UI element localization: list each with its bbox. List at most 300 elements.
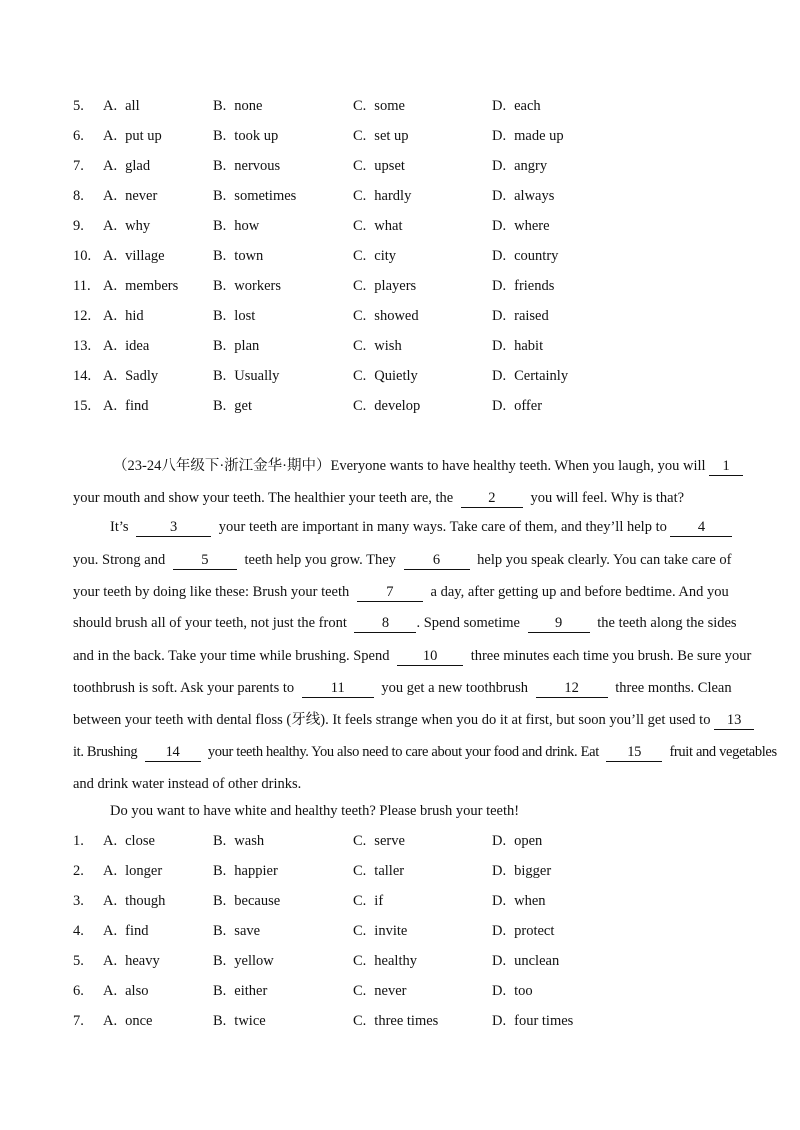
blank-11[interactable]: 11: [302, 680, 374, 698]
option-text: if: [374, 892, 384, 909]
option-letter: B.: [213, 277, 227, 294]
question-option-row: [73, 98, 753, 120]
question-number: 15.: [73, 397, 92, 414]
blank-5[interactable]: 5: [173, 552, 237, 570]
option-letter: D.: [492, 922, 507, 939]
option-text: develop: [374, 397, 421, 414]
passage-text: and in the back. Take your time while brushing. Spend: [73, 648, 390, 664]
question-option-row: [73, 248, 753, 270]
question-number: 4.: [73, 922, 84, 939]
option-a[interactable]: [103, 128, 162, 145]
option-letter: B.: [213, 337, 227, 354]
passage-line-3: [73, 517, 763, 537]
question-number: 10.: [73, 247, 92, 264]
option-d[interactable]: [492, 893, 546, 910]
option-c[interactable]: [353, 923, 407, 940]
option-text: what: [374, 217, 403, 234]
option-b[interactable]: [213, 923, 260, 940]
blank-8[interactable]: 8: [354, 615, 416, 633]
option-letter: B.: [213, 217, 227, 234]
question-number: 5.: [73, 98, 84, 114]
passage-line-8: [73, 678, 763, 698]
option-text: hardly: [374, 187, 412, 204]
question-number: 12.: [73, 307, 92, 324]
option-b[interactable]: [213, 128, 278, 145]
question-number: 14.: [73, 367, 92, 384]
option-text: save: [234, 922, 261, 939]
option-text: Usually: [234, 367, 280, 384]
passage-line-5: [73, 582, 763, 602]
blank-13[interactable]: 13: [714, 712, 754, 730]
option-text: players: [374, 277, 417, 294]
passage-text: the teeth along the sides: [597, 615, 737, 631]
option-letter: D.: [492, 952, 507, 969]
option-text: open: [514, 833, 543, 849]
option-b[interactable]: [213, 1013, 266, 1030]
option-c[interactable]: [353, 278, 416, 295]
option-letter: C.: [353, 307, 367, 324]
option-text: hid: [125, 307, 144, 324]
question-number: 8.: [73, 187, 84, 204]
option-b[interactable]: [213, 953, 274, 970]
option-a[interactable]: [103, 188, 157, 205]
option-a[interactable]: [103, 893, 165, 910]
option-c[interactable]: [353, 158, 405, 175]
option-letter: C.: [353, 127, 367, 144]
option-letter: C.: [353, 98, 367, 114]
passage-line-10: [73, 742, 777, 762]
option-d[interactable]: [492, 188, 554, 205]
option-c[interactable]: [353, 893, 383, 910]
option-letter: C.: [353, 922, 367, 939]
option-text: angry: [514, 157, 548, 174]
option-text: wash: [234, 833, 265, 849]
option-text: raised: [514, 307, 549, 324]
option-text: Quietly: [374, 367, 418, 384]
option-c[interactable]: [353, 98, 405, 115]
option-b[interactable]: [213, 368, 279, 385]
option-text: four times: [514, 1012, 574, 1029]
option-c[interactable]: [353, 128, 409, 145]
option-text: Sadly: [125, 367, 159, 384]
option-a[interactable]: [103, 248, 165, 265]
question-option-row: [73, 368, 753, 390]
option-text: yellow: [234, 952, 274, 969]
option-c[interactable]: [353, 1013, 438, 1030]
option-letter: A.: [103, 307, 118, 324]
option-text: always: [514, 187, 555, 204]
question-number: 13.: [73, 337, 92, 354]
option-d[interactable]: [492, 953, 559, 970]
question-option-row: [73, 398, 753, 420]
question-number: 1.: [73, 833, 84, 849]
option-text: Certainly: [514, 367, 569, 384]
option-letter: D.: [492, 397, 507, 414]
option-a[interactable]: [103, 278, 178, 295]
option-letter: D.: [492, 157, 507, 174]
option-text: lost: [234, 307, 256, 324]
option-a[interactable]: [103, 368, 158, 385]
option-text: happier: [234, 862, 278, 879]
option-letter: B.: [213, 892, 227, 909]
option-letter: D.: [492, 1012, 507, 1029]
option-letter: C.: [353, 952, 367, 969]
option-letter: D.: [492, 98, 507, 114]
option-letter: A.: [103, 187, 118, 204]
option-d[interactable]: [492, 368, 568, 385]
option-b[interactable]: [213, 248, 263, 265]
option-letter: A.: [103, 922, 118, 939]
passage-text: you will feel. Why is that?: [530, 490, 685, 506]
option-text: showed: [374, 307, 419, 324]
passage-line-4: [73, 550, 763, 570]
question-number: 3.: [73, 892, 84, 909]
option-letter: D.: [492, 833, 507, 849]
option-letter: A.: [103, 862, 118, 879]
option-b[interactable]: [213, 398, 252, 415]
option-text: taller: [374, 862, 405, 879]
option-a[interactable]: [103, 218, 150, 235]
option-text: bigger: [514, 862, 552, 879]
question-option-row: [73, 833, 753, 855]
option-a[interactable]: [103, 158, 150, 175]
option-text: none: [234, 98, 263, 114]
question-option-row: [73, 188, 753, 210]
option-text: twice: [234, 1012, 266, 1029]
option-text: longer: [125, 862, 163, 879]
passage-source: （23-24八年级下·浙江金华·期中）: [113, 458, 331, 474]
question-option-row: [73, 983, 753, 1005]
option-text: either: [234, 982, 268, 999]
option-letter: C.: [353, 1012, 367, 1029]
option-a[interactable]: [103, 98, 140, 115]
question-number: 7.: [73, 157, 84, 174]
passage-text: help you speak clearly. You can take care of: [477, 552, 732, 568]
option-text: because: [234, 892, 281, 909]
option-text: members: [125, 277, 179, 294]
question-option-row: [73, 218, 753, 240]
option-letter: D.: [492, 277, 507, 294]
option-c[interactable]: [353, 218, 402, 235]
question-option-row: [73, 128, 753, 150]
passage-text: you. Strong and: [73, 552, 166, 568]
option-letter: A.: [103, 397, 118, 414]
option-letter: D.: [492, 892, 507, 909]
option-text: put up: [125, 127, 162, 144]
option-b[interactable]: [213, 158, 280, 175]
option-letter: C.: [353, 247, 367, 264]
option-text: also: [125, 982, 149, 999]
passage-line-1: [73, 456, 763, 476]
passage-line-7: [73, 646, 763, 666]
option-text: serve: [374, 833, 405, 849]
option-d[interactable]: [492, 278, 554, 295]
option-b[interactable]: [213, 218, 259, 235]
passage-line-2: [73, 488, 763, 508]
option-d[interactable]: [492, 98, 541, 115]
option-letter: C.: [353, 367, 367, 384]
option-text: wish: [374, 337, 402, 354]
option-text: each: [514, 98, 541, 114]
option-text: why: [125, 217, 151, 234]
option-a[interactable]: [103, 308, 144, 325]
option-letter: B.: [213, 157, 227, 174]
option-letter: A.: [103, 247, 118, 264]
question-option-row: [73, 923, 753, 945]
option-d[interactable]: [492, 128, 564, 145]
option-c[interactable]: [353, 338, 402, 355]
option-b[interactable]: [213, 188, 296, 205]
blank-6[interactable]: 6: [404, 552, 470, 570]
option-text: country: [514, 247, 559, 264]
option-letter: B.: [213, 98, 227, 114]
passage-text: Everyone wants to have healthy teeth. When you laugh, you will: [330, 458, 706, 474]
option-letter: A.: [103, 127, 118, 144]
option-d[interactable]: [492, 218, 550, 235]
option-a[interactable]: [103, 953, 160, 970]
option-d[interactable]: [492, 983, 533, 1000]
passage-text: fruit and vegetables: [669, 744, 777, 760]
passage-text: your teeth by doing like these: Brush your teeth: [73, 584, 350, 600]
option-a[interactable]: [103, 398, 148, 415]
passage-text: your mouth and show your teeth. The healthier your teeth are, the: [73, 490, 454, 506]
blank-4[interactable]: 4: [670, 519, 732, 537]
option-letter: B.: [213, 833, 227, 849]
option-d[interactable]: [492, 863, 551, 880]
option-text: all: [125, 98, 140, 114]
option-letter: A.: [103, 337, 118, 354]
passage-line-6: [73, 613, 763, 633]
option-letter: D.: [492, 187, 507, 204]
option-b[interactable]: [213, 983, 267, 1000]
question-number: 11.: [73, 277, 91, 294]
blank-1[interactable]: 1: [709, 458, 743, 476]
option-b[interactable]: [213, 278, 281, 295]
option-letter: B.: [213, 1012, 227, 1029]
option-letter: B.: [213, 922, 227, 939]
passage-text: . Spend sometime: [416, 615, 520, 631]
passage-text: and drink water instead of other drinks.: [73, 776, 302, 792]
option-d[interactable]: [492, 923, 554, 940]
option-letter: B.: [213, 367, 227, 384]
question-option-row: [73, 893, 753, 915]
question-option-row: [73, 158, 753, 180]
option-c[interactable]: [353, 953, 417, 970]
option-letter: C.: [353, 157, 367, 174]
option-letter: C.: [353, 833, 367, 849]
option-letter: B.: [213, 307, 227, 324]
passage-text: it. Brushing: [73, 744, 138, 760]
option-text: once: [125, 1012, 153, 1029]
option-letter: A.: [103, 892, 118, 909]
passage-text: your teeth are important in many ways. Take care of them, and they’ll help to: [218, 519, 667, 535]
option-text: sometimes: [234, 187, 297, 204]
option-c[interactable]: [353, 398, 420, 415]
blank-2[interactable]: 2: [461, 490, 523, 508]
passage-text: three minutes each time you brush. Be sure your: [470, 648, 752, 664]
option-text: village: [125, 247, 165, 264]
option-letter: D.: [492, 982, 507, 999]
option-b[interactable]: [213, 98, 262, 115]
option-letter: B.: [213, 187, 227, 204]
option-letter: D.: [492, 367, 507, 384]
option-text: get: [234, 397, 253, 414]
option-letter: B.: [213, 952, 227, 969]
option-d[interactable]: [492, 248, 558, 265]
passage-text: between your teeth with dental floss (牙线). It feels strange when you do it at first, but soon you’ll get used to: [73, 712, 711, 728]
option-letter: C.: [353, 277, 367, 294]
option-letter: D.: [492, 337, 507, 354]
option-letter: B.: [213, 982, 227, 999]
option-c[interactable]: [353, 368, 418, 385]
option-letter: C.: [353, 892, 367, 909]
option-c[interactable]: [353, 833, 405, 850]
question-number: 7.: [73, 1012, 84, 1029]
blank-15[interactable]: 15: [606, 744, 662, 762]
option-d[interactable]: [492, 1013, 573, 1030]
option-text: habit: [514, 337, 544, 354]
option-text: town: [234, 247, 264, 264]
option-text: never: [374, 982, 407, 999]
option-a[interactable]: [103, 863, 162, 880]
option-letter: B.: [213, 397, 227, 414]
option-letter: A.: [103, 982, 118, 999]
blank-3[interactable]: 3: [136, 519, 211, 537]
option-letter: B.: [213, 247, 227, 264]
option-b[interactable]: [213, 833, 264, 850]
option-a[interactable]: [103, 833, 155, 850]
option-a[interactable]: [103, 923, 148, 940]
option-letter: B.: [213, 127, 227, 144]
option-text: took up: [234, 127, 279, 144]
blank-12[interactable]: 12: [536, 680, 608, 698]
option-text: invite: [374, 922, 408, 939]
blank-10[interactable]: 10: [397, 648, 463, 666]
option-text: too: [514, 982, 533, 999]
passage-text: you get a new toothbrush: [381, 680, 528, 696]
option-letter: C.: [353, 217, 367, 234]
option-letter: D.: [492, 247, 507, 264]
option-text: friends: [514, 277, 555, 294]
option-text: healthy: [374, 952, 417, 969]
option-text: nervous: [234, 157, 281, 174]
option-letter: D.: [492, 307, 507, 324]
passage-text: a day, after getting up and before bedtime. And you: [430, 584, 729, 600]
option-a[interactable]: [103, 983, 148, 1000]
passage-closing: Do you want to have white and healthy teeth? Please brush your teeth!: [110, 803, 520, 819]
passage-text: three months. Clean: [615, 680, 732, 696]
option-text: unclean: [514, 952, 560, 969]
question-option-row: [73, 338, 753, 360]
question-option-row: [73, 278, 753, 300]
option-letter: A.: [103, 1012, 118, 1029]
question-number: 6.: [73, 982, 84, 999]
option-a[interactable]: [103, 1013, 152, 1030]
option-text: find: [125, 922, 149, 939]
passage-text: It’s: [110, 519, 129, 535]
option-letter: A.: [103, 98, 118, 114]
question-number: 5.: [73, 952, 84, 969]
option-c[interactable]: [353, 248, 396, 265]
option-letter: A.: [103, 367, 118, 384]
question-number: 6.: [73, 127, 84, 144]
blank-9[interactable]: 9: [528, 615, 590, 633]
option-letter: B.: [213, 862, 227, 879]
option-d[interactable]: [492, 338, 543, 355]
question-option-row: [73, 308, 753, 330]
blank-14[interactable]: 14: [145, 744, 201, 762]
option-letter: D.: [492, 127, 507, 144]
passage-text: toothbrush is soft. Ask your parents to: [73, 680, 295, 696]
option-letter: C.: [353, 982, 367, 999]
passage-line-9: [73, 710, 763, 730]
option-letter: C.: [353, 397, 367, 414]
question-option-row: [73, 863, 753, 885]
option-text: close: [125, 833, 155, 849]
passage-text: teeth help you grow. They: [244, 552, 396, 568]
option-a[interactable]: [103, 338, 149, 355]
question-number: 2.: [73, 862, 84, 879]
option-letter: D.: [492, 862, 507, 879]
option-text: three times: [374, 1012, 439, 1029]
option-b[interactable]: [213, 863, 278, 880]
option-c[interactable]: [353, 188, 411, 205]
option-text: glad: [125, 157, 151, 174]
option-text: offer: [514, 397, 543, 414]
option-text: idea: [125, 337, 150, 354]
option-b[interactable]: [213, 308, 255, 325]
option-b[interactable]: [213, 338, 259, 355]
option-text: how: [234, 217, 260, 234]
option-letter: C.: [353, 337, 367, 354]
passage-line-11: [73, 774, 763, 794]
option-letter: A.: [103, 157, 118, 174]
option-d[interactable]: [492, 833, 542, 850]
option-text: where: [514, 217, 550, 234]
option-text: never: [125, 187, 158, 204]
question-number: 9.: [73, 217, 84, 234]
option-letter: C.: [353, 862, 367, 879]
option-c[interactable]: [353, 863, 404, 880]
option-letter: A.: [103, 277, 118, 294]
option-c[interactable]: [353, 308, 419, 325]
option-text: city: [374, 247, 397, 264]
option-b[interactable]: [213, 893, 280, 910]
option-letter: D.: [492, 217, 507, 234]
option-text: heavy: [125, 952, 160, 969]
option-text: protect: [514, 922, 555, 939]
option-d[interactable]: [492, 158, 547, 175]
option-letter: A.: [103, 952, 118, 969]
option-text: upset: [374, 157, 405, 174]
passage-text: should brush all of your teeth, not just the front: [73, 615, 347, 631]
option-text: plan: [234, 337, 260, 354]
option-d[interactable]: [492, 308, 549, 325]
option-text: find: [125, 397, 149, 414]
option-letter: A.: [103, 833, 118, 849]
option-text: set up: [374, 127, 409, 144]
option-text: though: [125, 892, 166, 909]
option-text: some: [374, 98, 405, 114]
blank-7[interactable]: 7: [357, 584, 423, 602]
option-c[interactable]: [353, 983, 407, 1000]
option-text: made up: [514, 127, 564, 144]
option-letter: C.: [353, 187, 367, 204]
option-d[interactable]: [492, 398, 542, 415]
option-text: workers: [234, 277, 282, 294]
option-letter: A.: [103, 217, 118, 234]
passage-text: your teeth healthy. You also need to care about your food and drink. Eat: [207, 744, 599, 760]
